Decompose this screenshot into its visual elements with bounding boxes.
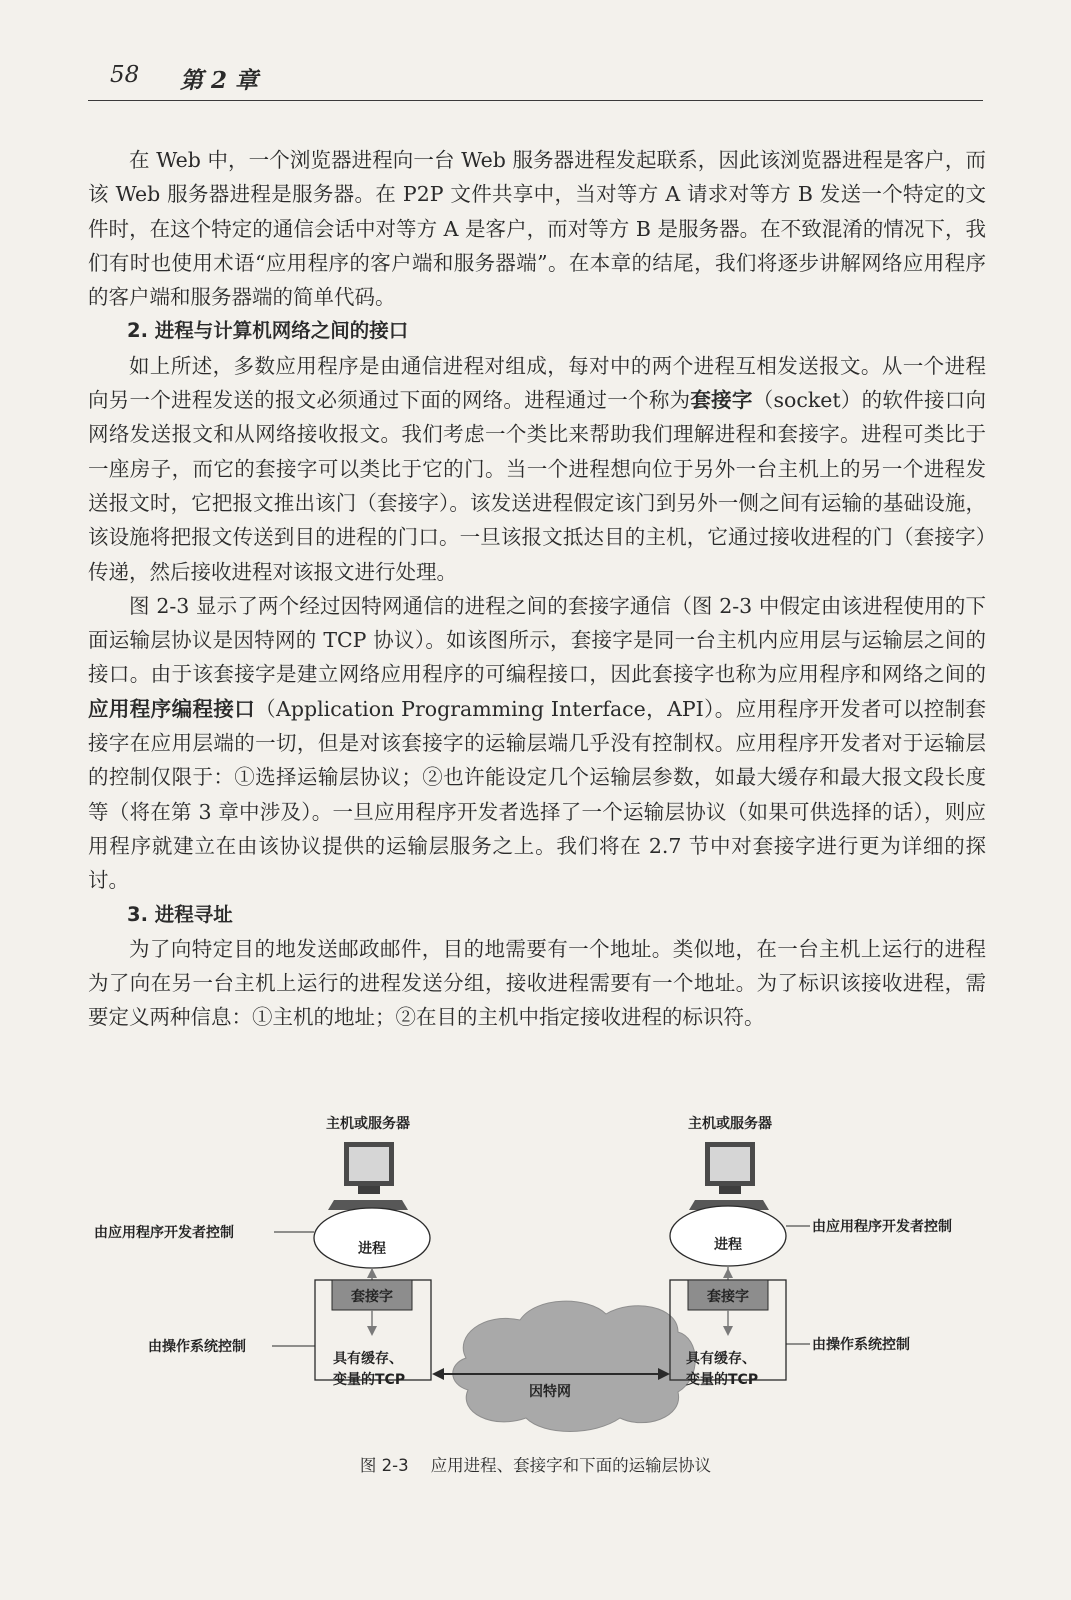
right-tcp-line2: 变量的TCP <box>686 1372 759 1388</box>
left-tcp-line2: 变量的TCP <box>333 1372 406 1388</box>
figure-2-3-diagram <box>88 1100 988 1445</box>
left-app-control-label: 由应用程序开发者控制 <box>94 1225 234 1241</box>
paragraph-socket-part1: 如上所述，多数应用程序是由通信进程对组成，每对中的两个进程互相发送报文。从一个进程向另一个进程发送的报文必须通过下面的网络。进程通过一个称为 <box>88 353 986 413</box>
right-process-label: 进程 <box>714 1237 742 1253</box>
paragraph-web-p2p: 在 Web 中，一个浏览器进程向一台 Web 服务器进程发起联系，因此该浏览器进程是客户，而该 Web 服务器进程是服务器。在 P2P 文件共享中，当对等方 A 请求对等方 B 发送一个特定的文件时，在这个特定的通信会话中对等方 A 是客户，而对等方 B 是服务器。在不致混淆的情况下，我们有时也使用术语“应用程序的客户端和服务器端”。在本章的结尾，我们将逐步讲解网络应用程序的客户端和服务器端的简单代码。 <box>88 148 986 310</box>
paragraph-addressing: 为了向特定目的地发送邮政邮件，目的地需要有一个地址。类似地，在一台主机上运行的进程为了向在另一台主机上运行的进程发送分组，接收进程需要有一个地址。为了标识该接收进程，需要定义两种信息：①主机的地址；②在目的主机中指定接收进程的标识符。 <box>88 936 986 1030</box>
page-header <box>88 58 983 101</box>
paragraph-api-part1: 图 2-3 显示了两个经过因特网通信的进程之间的套接字通信（图 2-3 中假定由该进程使用的下面运输层协议是因特网的 TCP 协议）。如该图所示，套接字是同一台主机内应用层与运输层之间的接口。由于该套接字是建立网络应用程序的可编程接口，因此套接字也称为应用程序和网络之间的 <box>88 593 986 687</box>
section-heading-interface: 2. 进程与计算机网络之间的接口 <box>127 319 409 343</box>
left-host <box>94 1115 431 1388</box>
figure-caption-text: 应用进程、套接字和下面的运输层协议 <box>430 1456 712 1475</box>
paragraph-socket <box>88 349 986 589</box>
body-text-top <box>88 143 986 1035</box>
computer-icon <box>689 1142 769 1210</box>
figure-caption <box>0 1452 1071 1476</box>
page-number: 58 <box>110 62 140 88</box>
left-socket-label: 套接字 <box>351 1289 393 1305</box>
right-app-control-label: 由应用程序开发者控制 <box>812 1219 952 1235</box>
internet-label: 因特网 <box>529 1384 571 1400</box>
right-socket-label: 套接字 <box>707 1289 749 1305</box>
right-tcp-line1: 具有缓存、 <box>686 1351 756 1367</box>
term-api: 应用程序编程接口 <box>88 696 256 721</box>
left-host-title: 主机或服务器 <box>326 1116 410 1132</box>
paragraph-socket-part2: （socket）的软件接口向网络发送报文和从网络接收报文。我们考虑一个类比来帮助我们理解进程和套接字。进程可类比于一座房子，而它的套接字可以类比于它的门。当一个进程想向位于另外一台主机上的另一个进程发送报文时，它把报文推出该门（套接字）。该发送进程假定该门到另外一侧之间有运输的基础设施，该设施将把报文传送到目的进程的门口。一旦该报文抵达目的主机，它通过接收进程的门（套接字）传递，然后接收进程对该报文进行处理。 <box>88 388 987 584</box>
right-host <box>670 1115 952 1388</box>
left-os-control-label: 由操作系统控制 <box>148 1339 246 1355</box>
computer-icon <box>328 1142 408 1210</box>
paragraph-api <box>88 589 986 898</box>
right-os-control-label: 由操作系统控制 <box>812 1337 910 1353</box>
paragraph-api-part2: （Application Programming Interface，API）。应用程序开发者可以控制套接字在应用层端的一切，但是对该套接字的运输层端几乎没有控制权。应用程序开发者对于运输层的控制仅限于：①选择运输层协议；②也许能设定几个运输层参数，如最大缓存和最大报文段长度等（将在第 3 章中涉及）。一旦应用程序开发者选择了一个运输层协议（如果可供选择的话），则应用程序就建立在由该协议提供的运输层服务之上。我们将在 2.7 节中对套接字进行更为详细的探讨。 <box>88 696 986 893</box>
left-process-label: 进程 <box>358 1241 386 1257</box>
internet-cloud <box>453 1301 696 1431</box>
section-heading-addressing: 3. 进程寻址 <box>127 902 233 926</box>
chapter-label: 第 2 章 <box>180 67 259 94</box>
term-socket: 套接字 <box>690 388 753 413</box>
right-host-title: 主机或服务器 <box>688 1116 772 1132</box>
figure-caption-number: 图 2-3 <box>359 1456 409 1475</box>
left-tcp-line1: 具有缓存、 <box>333 1351 403 1367</box>
